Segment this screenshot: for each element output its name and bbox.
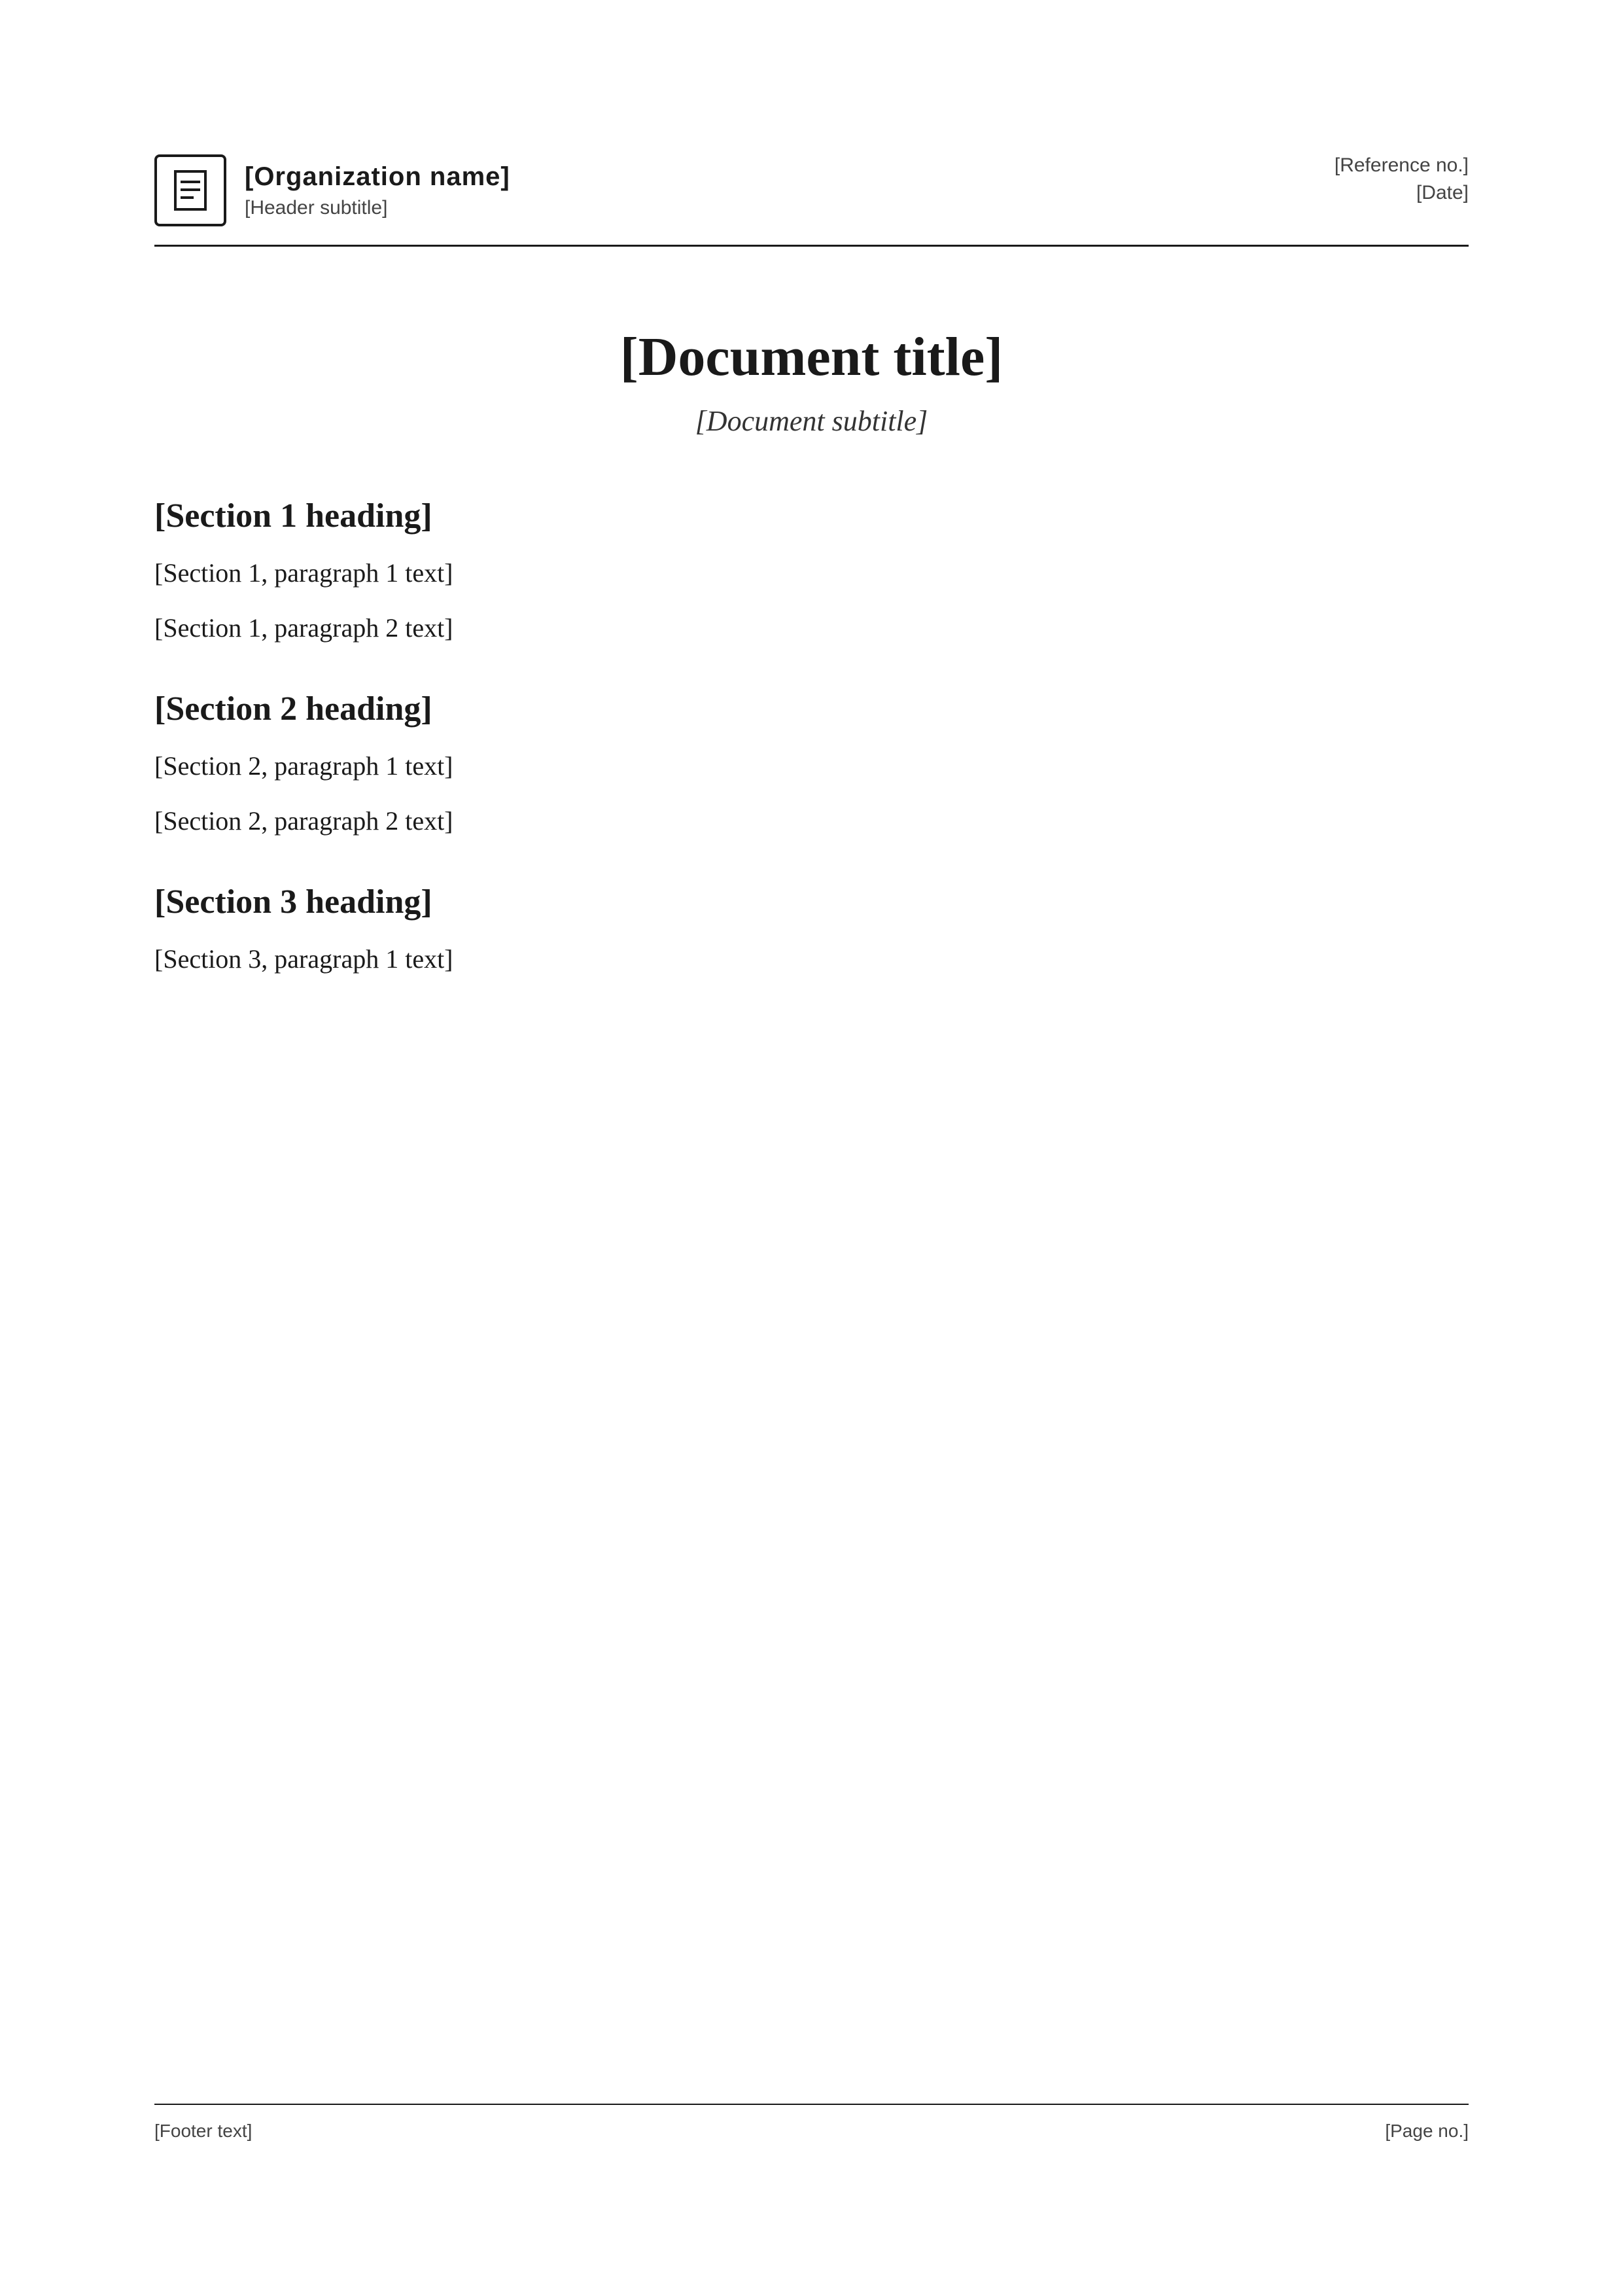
section-2 (154, 690, 1469, 841)
page-spacer (154, 1021, 1469, 2104)
section-paragraph: [Section 2, paragraph 1 text] (154, 751, 453, 781)
section-paragraph: [Section 3, paragraph 1 text] (154, 944, 453, 974)
section-3 (154, 883, 1469, 979)
document-date: [Date] (1416, 182, 1469, 203)
document-title: [Document title] (620, 327, 1003, 387)
page-number: [Page no.] (1385, 2121, 1469, 2141)
organization-name: [Organization name] (245, 162, 510, 191)
header-text-block (245, 162, 510, 219)
document-logo-icon (154, 154, 226, 226)
document-logo-glyph (167, 168, 213, 213)
section-1 (154, 497, 1469, 648)
header-subtitle: [Header subtitle] (245, 196, 388, 219)
section-paragraph: [Section 2, paragraph 2 text] (154, 806, 453, 836)
document-header (154, 154, 1469, 247)
document-subtitle: [Document subtitle] (695, 405, 928, 437)
reference-number: [Reference no.] (1334, 154, 1469, 176)
footer-text: [Footer text] (154, 2121, 253, 2141)
header-left-group (154, 154, 510, 226)
document-body (154, 497, 1469, 1021)
document-footer (154, 2104, 1469, 2142)
section-heading: [Section 1 heading] (154, 497, 432, 535)
section-heading: [Section 2 heading] (154, 690, 432, 728)
section-heading: [Section 3 heading] (154, 883, 432, 921)
section-paragraph: [Section 1, paragraph 1 text] (154, 558, 453, 588)
header-right-group (1335, 154, 1469, 204)
section-paragraph: [Section 1, paragraph 2 text] (154, 613, 453, 643)
